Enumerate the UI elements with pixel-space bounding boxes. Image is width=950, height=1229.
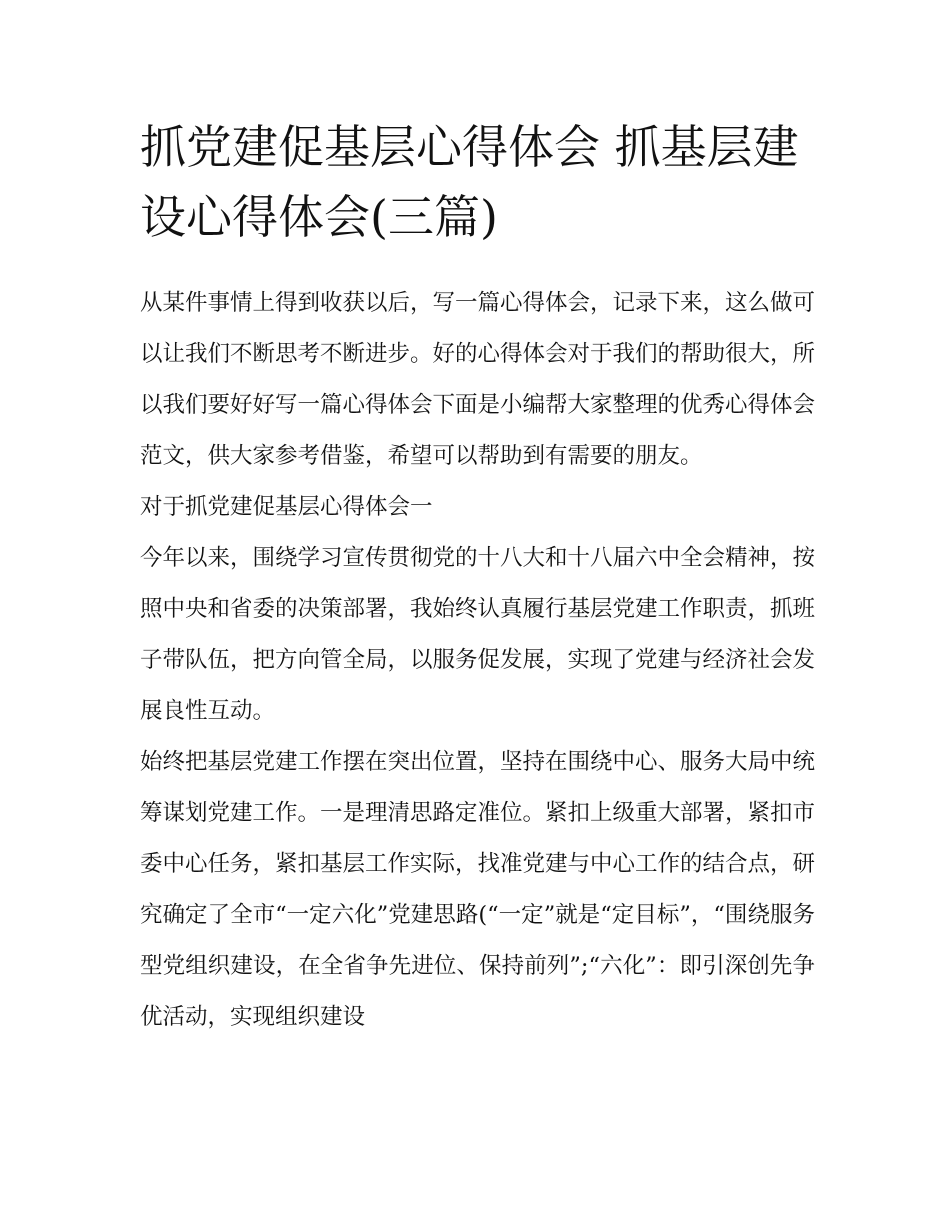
body-paragraph: 始终把基层党建工作摆在突出位置，坚持在围绕中心、服务大局中统筹谋划党建工作。一是理清思路定准位。紧扣上级重大部署，紧扣市委中心任务，紧扣基层工作实际，找准党建与中心工作的结合点，研究确定了全市“一定六化”党建思路(“一定”就是“定目标”，“围绕服务型党组织建设，在全省争先进位、保持前列”;“六化”：即引深创先争优活动，实现组织建设	[140, 749, 816, 1030]
section-heading: 对于抓党建促基层心得体会一	[140, 494, 433, 520]
document-title: 抓党建促基层心得体会 抓基层建设心得体会(三篇)	[140, 120, 799, 244]
body-paragraph: 今年以来，围绕学习宣传贯彻党的十八大和十八届六中全会精神，按照中央和省委的决策部署，我始终认真履行基层党建工作职责，抓班子带队伍，把方向管全局，以服务促发展，实现了党建与经济社会发展良性互动。	[140, 545, 816, 724]
intro-paragraph: 从某件事情上得到收获以后，写一篇心得体会，记录下来，这么做可以让我们不断思考不断进步。好的心得体会对于我们的帮助很大，所以我们要好好写一篇心得体会下面是小编帮大家整理的优秀心得体会范文，供大家参考借鉴，希望可以帮助到有需要的朋友。	[140, 290, 816, 469]
document-body	[140, 278, 815, 1043]
